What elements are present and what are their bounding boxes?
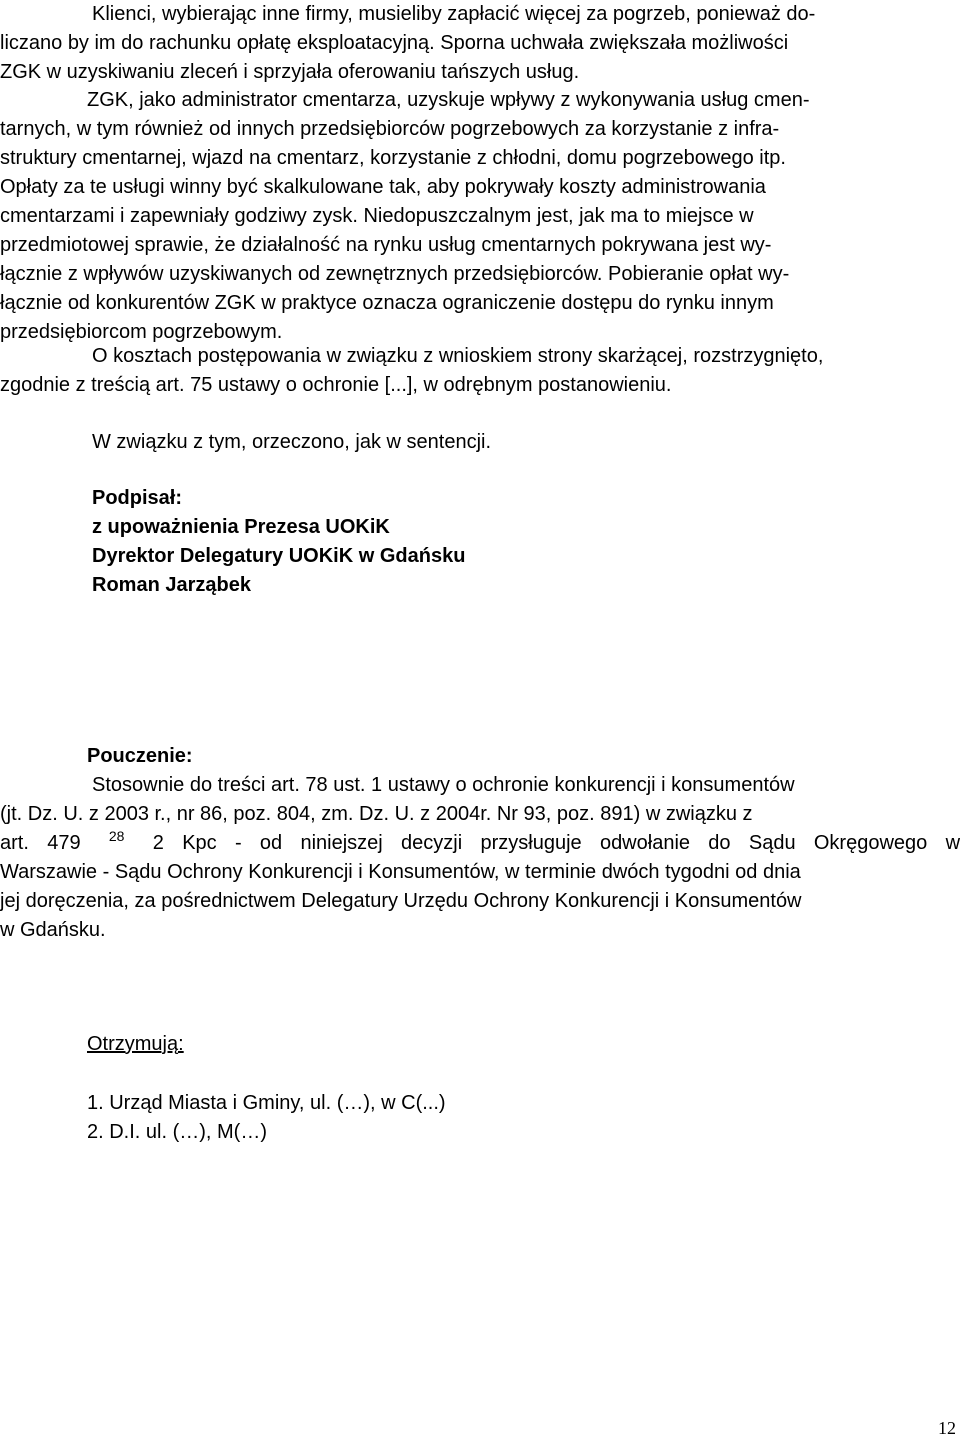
recipient-item: 2. D.I. ul. (…), M(…)	[87, 1121, 267, 1143]
para2-line9: przedsiębiorcom pogrzebowym.	[0, 321, 283, 343]
signature-label: Podpisał:	[92, 487, 183, 509]
para2-line2: tarnych, w tym również od innych przedsiębiorców pogrzebowych za korzystanie z infra-	[0, 118, 780, 140]
instruction-line3-part2: 2 Kpc - od niniejszej decyzji przysługuje odwołanie do Sądu Okręgowego w	[152, 832, 960, 854]
para2-line4: Opłaty za te usługi winny być skalkulowane tak, aby pokrywały koszty administrowania	[0, 176, 766, 198]
para3-line1: O kosztach postępowania w związku z wnioskiem strony skarżącej, rozstrzygnięto,	[92, 345, 824, 367]
instruction-line3	[0, 829, 960, 858]
para1-line2: liczano by im do rachunku opłatę eksploatacyjną. Sporna uchwała zwiększała możliwości	[0, 32, 789, 54]
instruction-title: Pouczenie:	[87, 745, 193, 767]
signature-position: Dyrektor Delegatury UOKiK w Gdańsku	[92, 545, 466, 567]
instruction-line2: (jt. Dz. U. z 2003 r., nr 86, poz. 804, zm. Dz. U. z 2004r. Nr 93, poz. 891) w związku z	[0, 803, 753, 825]
para2-line7: łącznie z wpływów uzyskiwanych od zewnętrznych przedsiębiorców. Pobieranie opłat wy-	[0, 263, 790, 285]
signature-authority: z upoważnienia Prezesa UOKiK	[92, 516, 390, 538]
recipient-item: 1. Urząd Miasta i Gminy, ul. (…), w C(...)	[87, 1092, 446, 1114]
page-number: 12	[938, 1418, 956, 1438]
para1-line1: Klienci, wybierając inne firmy, musieliby zapłacić więcej za pogrzeb, ponieważ do-	[92, 3, 816, 25]
recipients-title: Otrzymują:	[87, 1033, 184, 1055]
para2-line3: struktury cmentarnej, wjazd na cmentarz, korzystanie z chłodni, domu pogrzebowego itp.	[0, 147, 786, 169]
para2-line5: cmentarzami i zapewniały godziwy zysk. Niedopuszczalnym jest, jak ma to miejsce w	[0, 205, 754, 227]
instruction-line4: Warszawie - Sądu Ochrony Konkurencji i Konsumentów, w terminie dwóch tygodni od dnia	[0, 861, 801, 883]
paragraph-costs	[0, 342, 960, 400]
signature-block	[0, 484, 960, 600]
instruction-line1: Stosownie do treści art. 78 ust. 1 ustawy o ochronie konkurencji i konsumentów	[92, 774, 795, 796]
para1-line3: ZGK w uzyskiwaniu zleceń i sprzyjała oferowaniu tańszych usług.	[0, 61, 580, 83]
paragraph-continuation	[0, 0, 960, 87]
instruction-line3-part1: art. 479	[0, 832, 81, 854]
recipients-block	[0, 1030, 960, 1147]
conclusion-text: W związku z tym, orzeczono, jak w sentencji.	[92, 431, 492, 453]
signature-name: Roman Jarząbek	[92, 574, 251, 596]
para3-line2: zgodnie z treścią art. 75 ustawy o ochronie [...], w odrębnym postanowieniu.	[0, 374, 672, 396]
instruction-superscript: 28	[108, 828, 125, 845]
conclusion	[0, 428, 960, 457]
instruction-block	[0, 742, 960, 945]
instruction-line6: w Gdańsku.	[0, 919, 106, 941]
para2-line1: ZGK, jako administrator cmentarza, uzyskuje wpływy z wykonywania usług cmen-	[87, 89, 810, 111]
para2-line6: przedmiotowej sprawie, że działalność na rynku usług cmentarnych pokrywana jest wy-	[0, 234, 772, 256]
instruction-line5: jej doręczenia, za pośrednictwem Delegatury Urzędu Ochrony Konkurencji i Konsumentów	[0, 890, 802, 912]
para2-line8: łącznie od konkurentów ZGK w praktyce oznacza ograniczenie dostępu do rynku innym	[0, 292, 774, 314]
recipients-spacer	[0, 1059, 960, 1089]
paragraph-zgk-administrator	[0, 86, 960, 347]
